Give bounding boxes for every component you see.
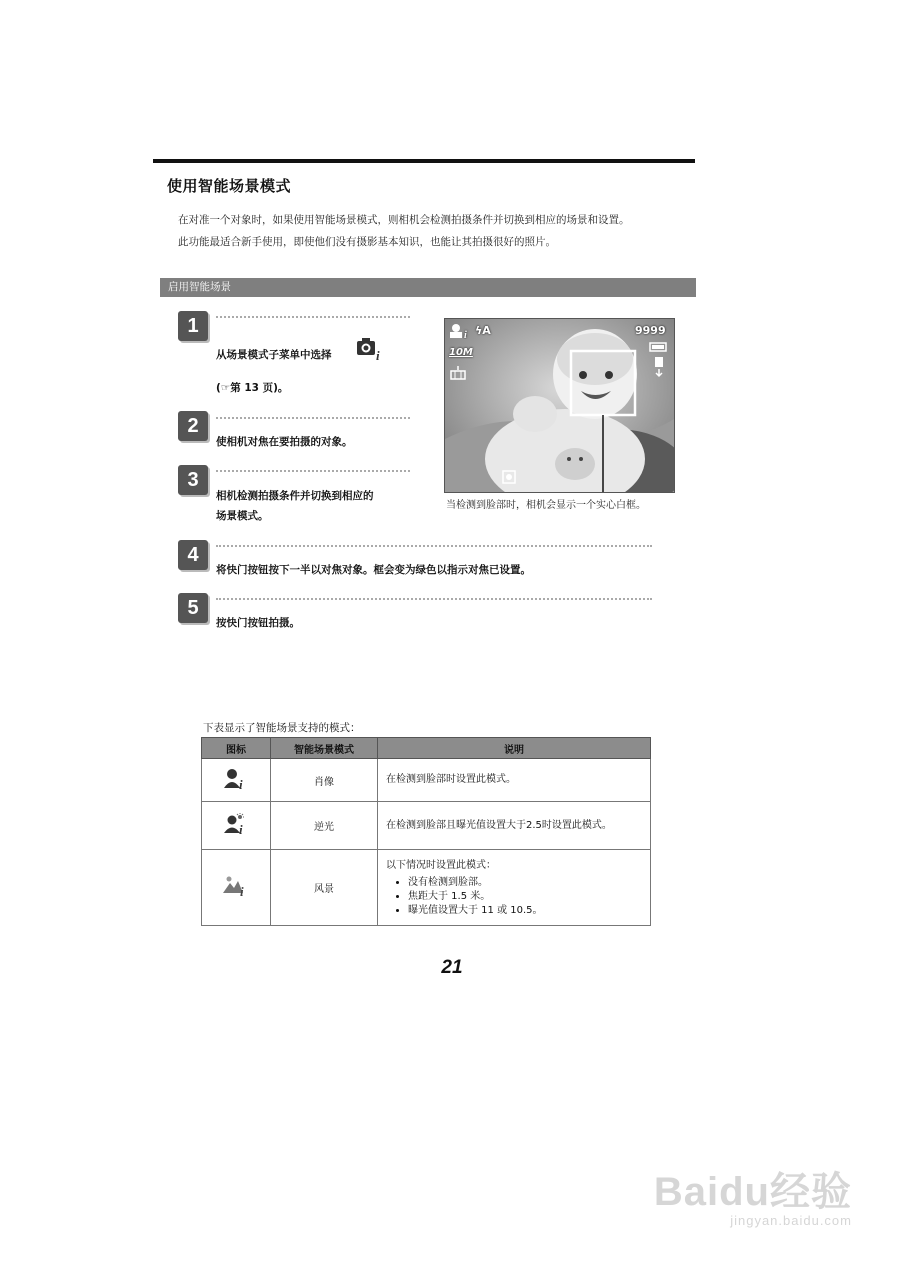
table-row [202, 850, 651, 926]
page-title: 使用智能场景模式 [167, 177, 292, 195]
step-1-page-ref: (☞第 13 页)。 [216, 382, 289, 394]
photo-caption: 当检测到脸部时，相机会显示一个实心白框。 [446, 500, 646, 511]
intro-line-1: 在对准一个对象时，如果使用智能场景模式，则相机会检测拍摄条件并切换到相应的场景和设置。 [178, 214, 630, 226]
step-divider [216, 470, 410, 472]
step-number-3: 3 [178, 465, 208, 495]
scene-modes-table [201, 737, 651, 926]
step-number-4: 4 [178, 540, 208, 570]
step-1-text: 从场景模式子菜单中选择 [216, 349, 332, 361]
top-rule [153, 159, 695, 163]
step-number-5: 5 [178, 593, 208, 623]
step-divider [216, 316, 410, 318]
svg-text:i: i [239, 776, 243, 790]
camera-lcd-photo [444, 318, 675, 493]
baidu-watermark [654, 1160, 852, 1228]
header-icon: 图标 [202, 738, 271, 759]
watermark-url: jingyan.baidu.com [730, 1213, 852, 1228]
step-divider [216, 417, 410, 419]
step-divider [216, 545, 652, 547]
svg-text:i: i [464, 330, 467, 339]
header-description: 说明 [378, 738, 651, 759]
svg-text:i: i [239, 822, 243, 835]
smart-scene-icon [356, 335, 384, 365]
portrait-mode-icon [202, 759, 271, 802]
svg-text:i: i [240, 884, 244, 897]
resolution-indicator: 10M [449, 347, 473, 358]
flash-auto-indicator: ϟA [475, 324, 491, 337]
mode-name: 逆光 [271, 802, 378, 850]
table-row [202, 759, 651, 802]
step-3-text-line-1: 相机检测拍摄条件并切换到相应的 [216, 490, 374, 502]
table-caption: 下表显示了智能场景支持的模式： [203, 722, 361, 734]
svg-text:i: i [376, 348, 380, 361]
section-header: 启用智能场景 [160, 278, 696, 297]
white-balance-icon [450, 365, 466, 384]
condition-list [386, 876, 642, 918]
list-item: • 曝光值设置大于 11 或 10.5。 [408, 904, 642, 918]
table-row [202, 802, 651, 850]
step-number-2: 2 [178, 411, 208, 441]
step-4-text: 将快门按钮按下一半以对焦对象。框会变为绿色以指示对焦已设置。 [216, 564, 531, 576]
mode-description [378, 850, 651, 926]
watermark-brand: Baidu经验 [653, 1170, 852, 1214]
list-item: • 焦距大于 1.5 米。 [408, 890, 642, 904]
table-header-row [202, 738, 651, 759]
mode-name: 风景 [271, 850, 378, 926]
step-number-1: 1 [178, 311, 208, 341]
mode-description-intro: 以下情况时设置此模式： [386, 859, 496, 871]
step-3-text-line-2: 场景模式。 [216, 510, 269, 522]
step-2-text: 使相机对焦在要拍摄的对象。 [216, 436, 353, 448]
mode-description: 在检测到脸部时设置此模式。 [378, 759, 651, 802]
header-mode: 智能场景模式 [271, 738, 378, 759]
smart-scene-osd-icon [449, 323, 471, 342]
step-5-text: 按快门按钮拍摄。 [216, 617, 300, 629]
mode-description: 在检测到脸部且曝光值设置大于2.5时设置此模式。 [378, 802, 651, 850]
intro-line-2: 此功能最适合新手使用，即使他们没有摄影基本知识，也能让其拍摄很好的照片。 [178, 236, 556, 248]
page-number: 21 [441, 957, 463, 978]
mode-name: 肖像 [271, 759, 378, 802]
list-item: • 没有检测到脸部。 [408, 876, 642, 890]
backlight-mode-icon [202, 802, 271, 850]
landscape-mode-icon [202, 850, 271, 926]
shots-remaining-counter: 9999 [635, 324, 666, 337]
step-divider [216, 598, 652, 600]
